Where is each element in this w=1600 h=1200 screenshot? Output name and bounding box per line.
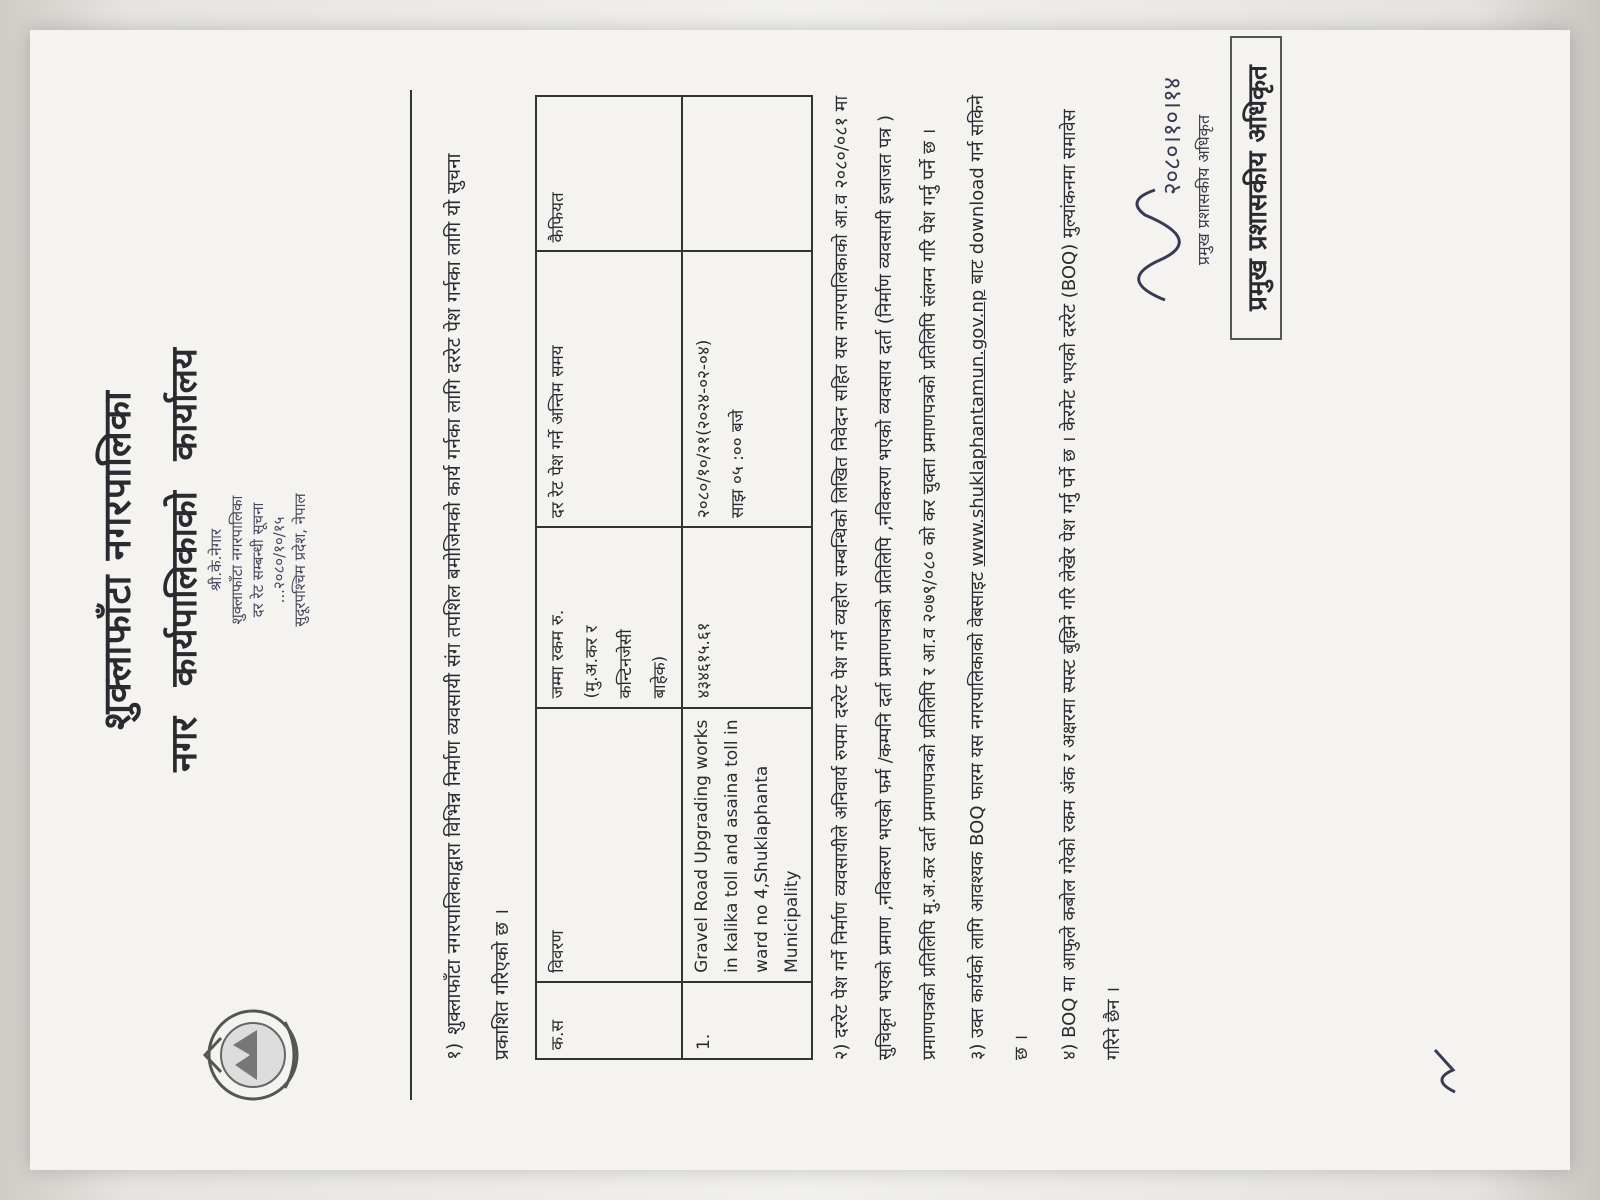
cell-description: Gravel Road Upgrading works in kalika toll and asaina toll in ward no 4,Shuklaphanta Municipality — [682, 708, 812, 982]
corner-pen-mark — [1425, 1040, 1465, 1100]
stamp-line: दर रेट सम्बन्धी सूचना — [249, 502, 267, 618]
header-sn: क.स — [536, 982, 682, 1059]
notice-sheet — [30, 30, 1570, 1170]
header-amount-line: बाहेक) — [650, 655, 670, 699]
intro-paragraph — [430, 100, 526, 1060]
office-name: नगर कार्यपालिकाको कार्यालय — [164, 348, 205, 772]
cell-deadline-time: साझ ०५ :०० बजे — [728, 409, 748, 519]
cell-deadline — [682, 251, 812, 527]
condition3-prefix: ३) उक्त कार्यको लागि आवश्यक BOQ फारम यस नगरपालिकाको वेबसाइट — [967, 572, 988, 1060]
handwritten-signature — [1105, 70, 1195, 310]
header-deadline: दर रेट पेश गर्ने अन्तिम समय — [536, 251, 682, 527]
condition-item-website — [956, 95, 1044, 1060]
header-amount — [536, 527, 682, 707]
header-remarks: कैफियत — [536, 96, 682, 251]
header-amount-line: कन्टिनजेसी — [616, 629, 636, 699]
condition3-suffix: बाट download गर्न सकिने छ । — [967, 95, 1032, 1060]
table-row — [682, 96, 812, 1059]
cell-sn: 1. — [682, 982, 812, 1059]
cell-amount: ४३४६१५.६१ — [682, 527, 812, 707]
header-amount-line: जम्मा रकम रु. — [548, 609, 568, 699]
header-divider — [410, 90, 412, 1100]
office-stamp — [206, 370, 311, 750]
cell-remarks — [682, 96, 812, 251]
signature-date: २०८०।१०।१४ — [1158, 76, 1186, 195]
intro-index: १) — [443, 1042, 465, 1060]
conditions-list — [820, 95, 1140, 1060]
table-header-row — [536, 96, 682, 1059]
condition-item: ४) BOQ मा आफुले कबोल गरेको रकम अंक र अक्षरमा स्पस्ट बुझिने गरि लेखेर पेश गर्नु पर्ने छ । केरमेट भएको दररेट (BOQ) मुल्यांकनमा समावेस गरिने छैन । — [1059, 109, 1124, 1060]
officer-stamp: प्रमुख प्रशासकीय अधिकृत — [1230, 36, 1282, 340]
signature-label: प्रमुख प्रशासकीय अधिकृत — [1194, 114, 1213, 266]
tender-table — [535, 95, 813, 1060]
cell-deadline-date: २०८०/१०/२१(२०२४-०२-०४) — [694, 339, 714, 519]
header-amount-line: (मु.अ.कर र — [582, 625, 602, 699]
municipality-name: शुक्लाफाँटा नगरपालिका — [95, 390, 139, 730]
website-link[interactable]: www.shuklaphantamun.gov.np — [967, 289, 988, 567]
condition-item: २) दररेट पेश गर्ने निर्माण व्यवसायीले अनिवार्य रुपमा दररेट पेश गर्ने व्यहोरा सम्बन्धिको लिखित निवेदन सहित यस नगरपालिकाको आ.व २०८०/०८१ मा सुचिकृत भएको प्रमाण ,नविकरण भएको फर्म /कम्पनि दर्ता प्रमाणपत्रको प्रतिलिपि ,नविकरण भएको व्यवसाय दर्ता (निर्माण व्यवसायी इजाजत पत्र ) प्रमाणपत्रको प्रतिलिपि मु.अ.कर दर्ता प्रमाणपत्रको प्रतिलिपि र आ.व २०७९/०८० को कर चुक्ता प्रमाणपत्रको प्रतिलिपि संलग्न गरि पेश गर्नु पर्ने छ । — [831, 95, 940, 1060]
intro-text: शुक्लाफाँटा नगरपालिकाद्वारा विभिन्न निर्माण व्यवसायी संग तपशिल बमोजिमको कार्य गर्नका लागि दररेट पेश गर्नका लागि यो सुचना प्रकाशित गरिएको छ । — [443, 153, 513, 1060]
header-description: विवरण — [536, 708, 682, 982]
stamp-line: सुदूरपश्चिम प्रदेश, नेपाल — [291, 493, 309, 627]
nepal-emblem-seal — [195, 1000, 305, 1110]
stamp-line: ...२०८०/१०/१५ — [270, 516, 288, 604]
stamp-line: शुक्लाफाँटा नगरपालिका — [228, 495, 246, 625]
stamp-line: श्री.के.नेगार — [207, 528, 225, 592]
